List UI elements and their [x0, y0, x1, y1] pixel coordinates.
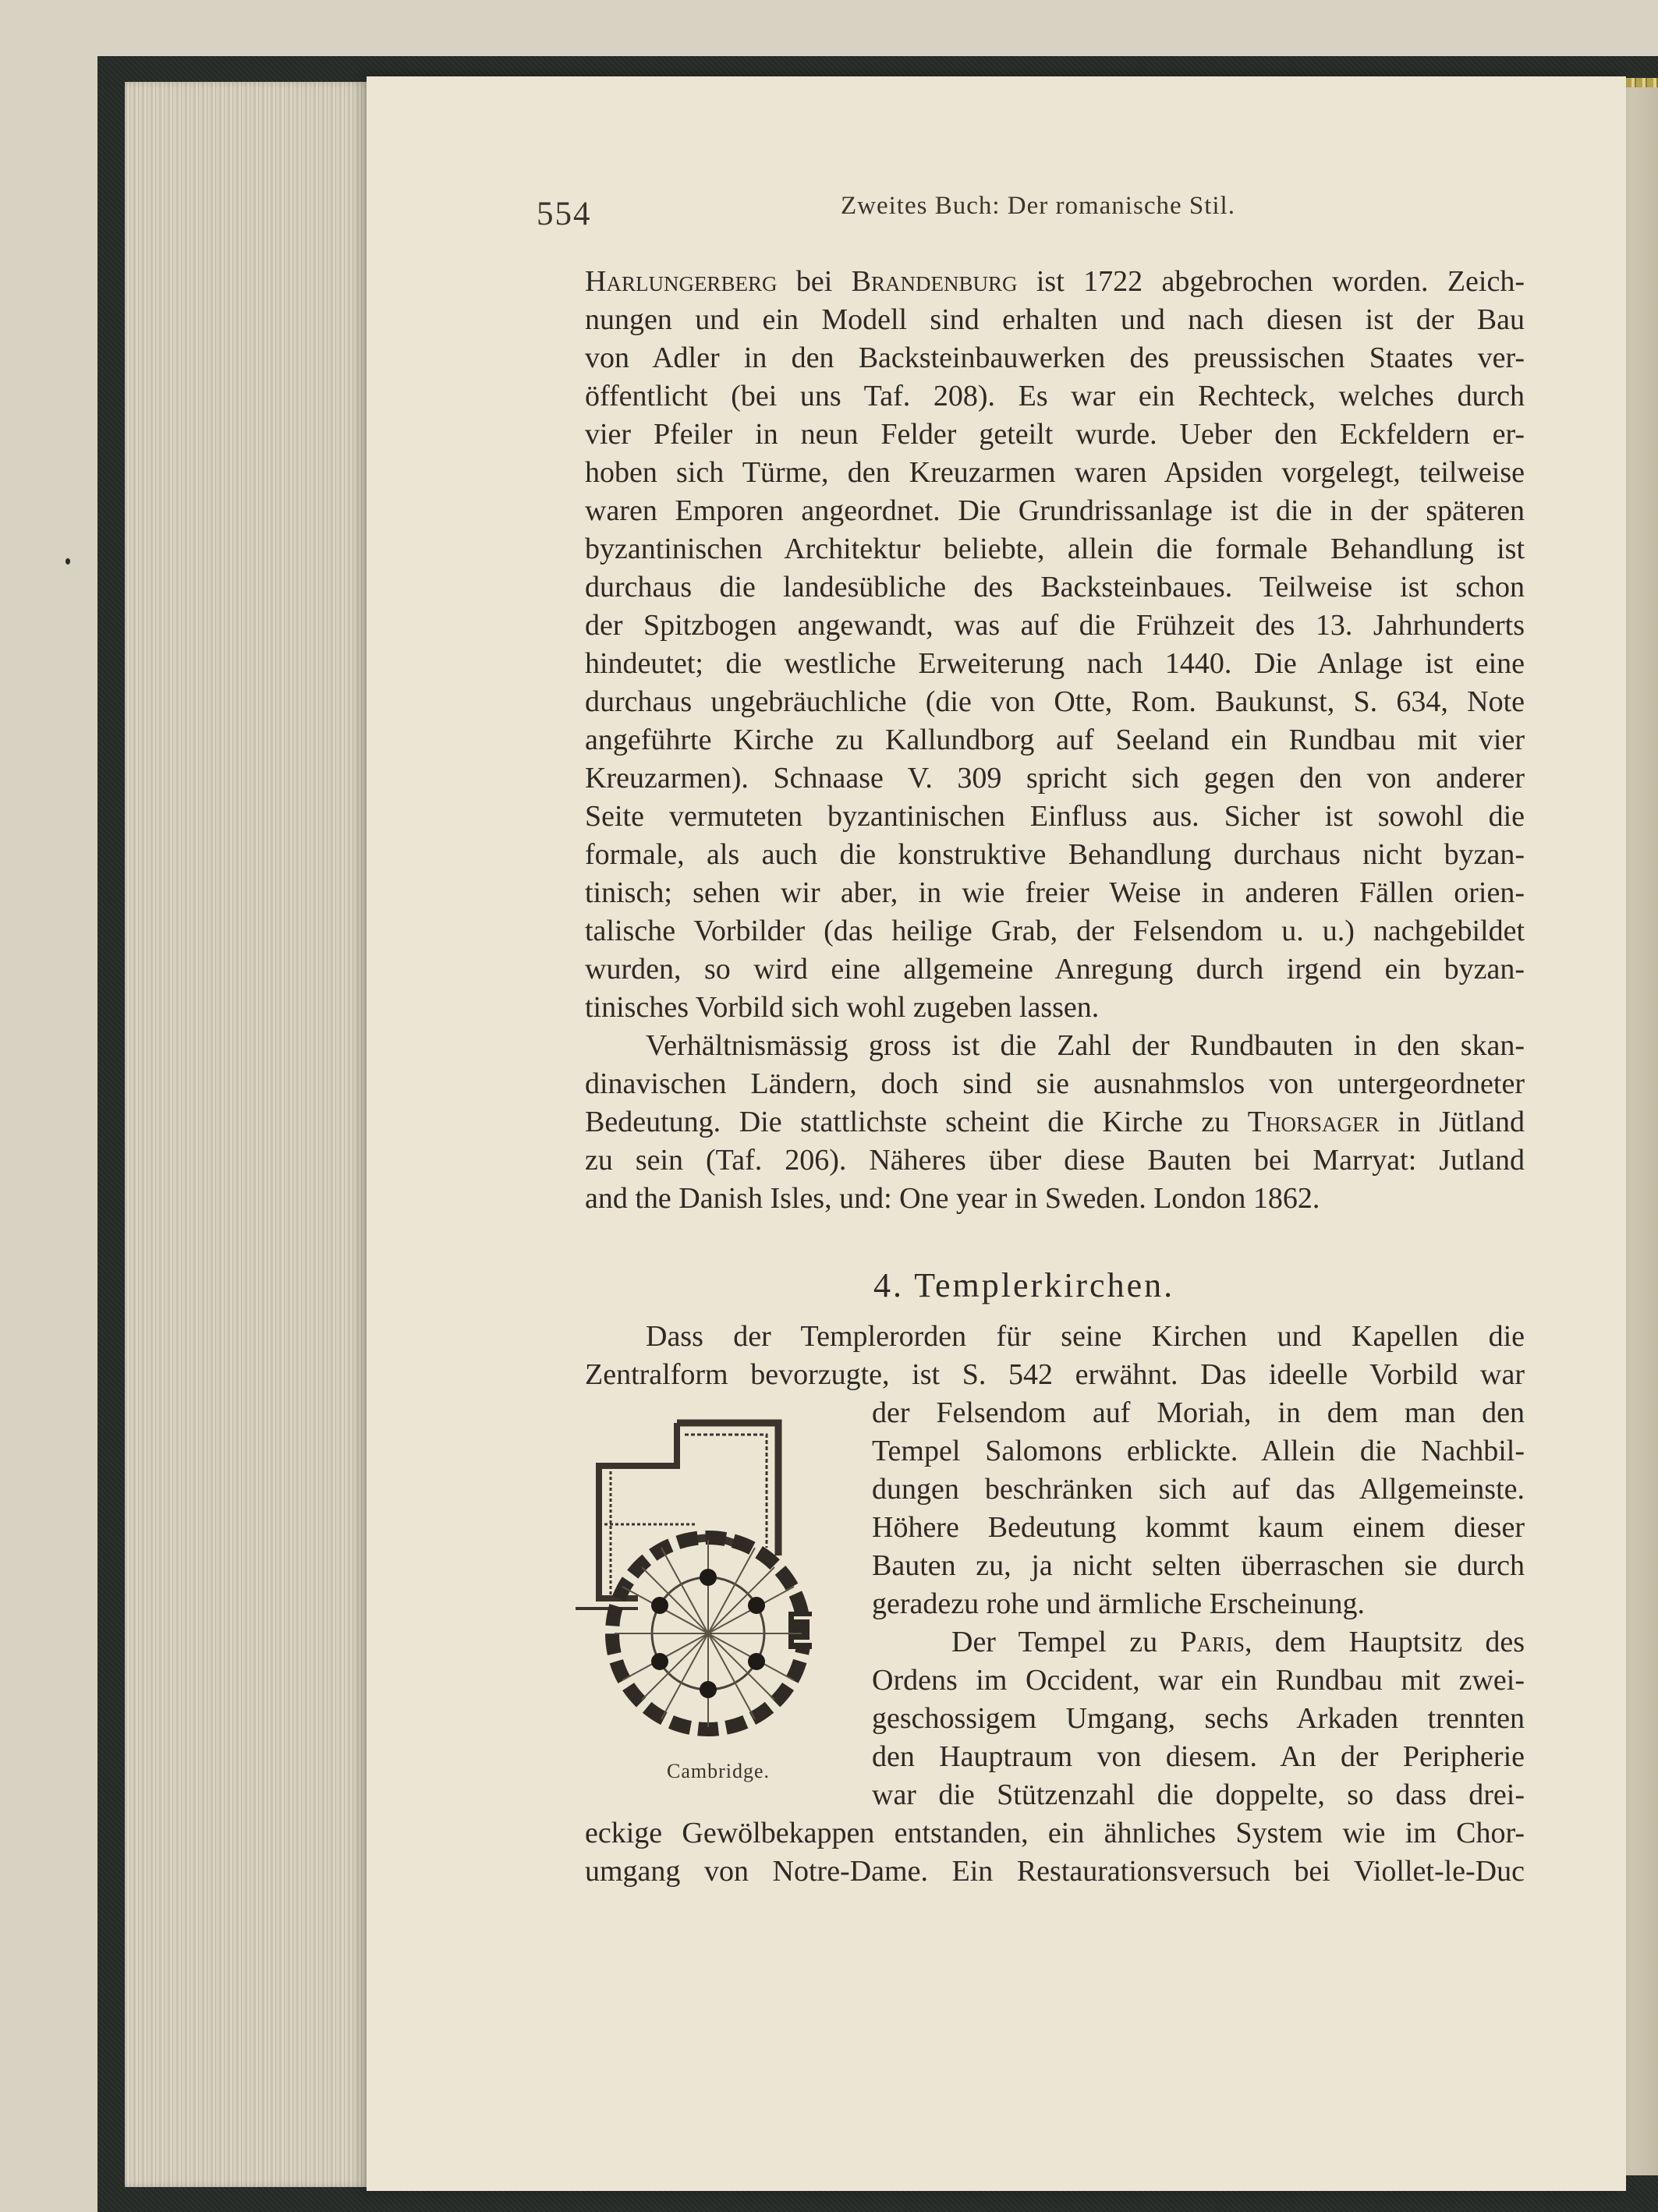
text-line: durchaus die landesübliche des Backsteinbaues. Teilweise ist schon: [585, 571, 1525, 603]
text-line: dinavischen Ländern, doch sind sie ausnahmslos von untergeordneter: [585, 1067, 1525, 1100]
text-line: Bauten zu, ja nicht selten überraschen sie durch: [872, 1549, 1525, 1582]
text-line: zu sein (Taf. 206). Näheres über diese Bauten bei Marryat: Jutland: [585, 1144, 1525, 1177]
text-line: talische Vorbilder (das heilige Grab, der Felsendom u. u.) nachgebildet: [585, 915, 1525, 947]
page-edges: [125, 82, 382, 2187]
text-line: von Adler in den Backsteinbauwerken des preussischen Staates ver-: [585, 342, 1525, 374]
text-line: angeführte Kirche zu Kallundborg auf Seeland ein Rundbau mit vier: [585, 724, 1525, 756]
figure-caption: Cambridge.: [667, 1760, 771, 1782]
text-line: Tempel Salomons erblickte. Allein die Nachbil-: [872, 1435, 1525, 1467]
text-line: war die Stützenzahl die doppelte, so dass drei-: [872, 1778, 1525, 1811]
text-line: umgang von Notre-Dame. Ein Restaurationsversuch bei Viollet-le-Duc: [585, 1855, 1525, 1888]
text-line: Der Tempel zu Paris, dem Hauptsitz des: [951, 1626, 1525, 1658]
text-line: wurden, so wird eine allgemeine Anregung durch irgend ein byzan-: [585, 953, 1525, 986]
text-line: and the Danish Isles, und: One year in Sweden. London 1862.: [585, 1182, 1320, 1215]
margin-mark: [66, 558, 70, 565]
text-line: den Hauptraum von diesem. An der Peripherie: [872, 1740, 1525, 1773]
text-line: Ordens im Occident, war ein Rundbau mit zwei-: [872, 1664, 1525, 1697]
text-line: byzantinischen Architektur beliebte, allein die formale Behandlung ist: [585, 533, 1525, 565]
text-line: geschossigem Umgang, sechs Arkaden trennten: [872, 1702, 1525, 1735]
text-line: Verhältnismässig gross ist die Zahl der Rundbauten in den skan-: [646, 1029, 1525, 1062]
text-line: Dass der Templerorden für seine Kirchen und Kapellen die: [646, 1320, 1525, 1353]
running-head: Zweites Buch: Der romanische Stil.: [841, 192, 1235, 220]
text-line: hindeutet; die westliche Erweiterung nach 1440. Die Anlage ist eine: [585, 647, 1525, 680]
text-line: tinisch; sehen wir aber, in wie freier Weise in anderen Fällen orien-: [585, 876, 1525, 909]
text-line: Seite vermuteten byzantinischen Einfluss aus. Sicher ist sowohl die: [585, 800, 1525, 833]
text-line: durchaus ungebräuchliche (die von Otte, Rom. Baukunst, S. 634, Note: [585, 685, 1525, 718]
text-line: Zentralform bevorzugte, ist S. 542 erwähnt. Das ideelle Vorbild war: [585, 1358, 1525, 1391]
page-number: 554: [537, 196, 592, 232]
text-line: formale, als auch die konstruktive Behandlung durchaus nicht byzan-: [585, 838, 1525, 871]
text-line: öffentlicht (bei uns Taf. 208). Es war ein Rechteck, welches durch: [585, 380, 1525, 412]
text-line: Harlungerberg bei Brandenburg ist 1722 abgebrochen worden. Zeich-: [585, 265, 1525, 298]
text-line: der Felsendom auf Moriah, in dem man den: [872, 1396, 1525, 1429]
text-line: Kreuzarmen). Schnaase V. 309 spricht sich gegen den von anderer: [585, 762, 1525, 795]
text-line: tinisches Vorbild sich wohl zugeben lassen.: [585, 991, 1100, 1024]
section-heading: 4. Templerkirchen.: [873, 1266, 1175, 1304]
text-line: geradezu rohe und ärmliche Erscheinung.: [872, 1587, 1366, 1620]
text-line: eckige Gewölbekappen entstanden, ein ähnliches System wie im Chor-: [585, 1817, 1525, 1849]
text-line: dungen beschränken sich auf das Allgemeinste.: [872, 1473, 1525, 1506]
text-line: Bedeutung. Die stattlichste scheint die Kirche zu Thorsager in Jütland: [585, 1106, 1525, 1138]
right-page-edge: [1626, 86, 1658, 2175]
text-line: Höhere Bedeutung kommt kaum einem dieser: [872, 1511, 1525, 1544]
text-line: der Spitzbogen angewandt, was auf die Frühzeit des 13. Jahrhunderts: [585, 609, 1525, 642]
text-line: waren Emporen angeordnet. Die Grundrissanlage ist die in der späteren: [585, 494, 1525, 527]
text-line: vier Pfeiler in neun Felder geteilt wurde. Ueber den Eckfeldern er-: [585, 418, 1525, 451]
text-line: nungen und ein Modell sind erhalten und nach diesen ist der Bau: [585, 303, 1525, 336]
text-line: hoben sich Türme, den Kreuzarmen waren Apsiden vorgelegt, teilweise: [585, 456, 1525, 489]
floor-plan-figure: [568, 1407, 848, 1747]
